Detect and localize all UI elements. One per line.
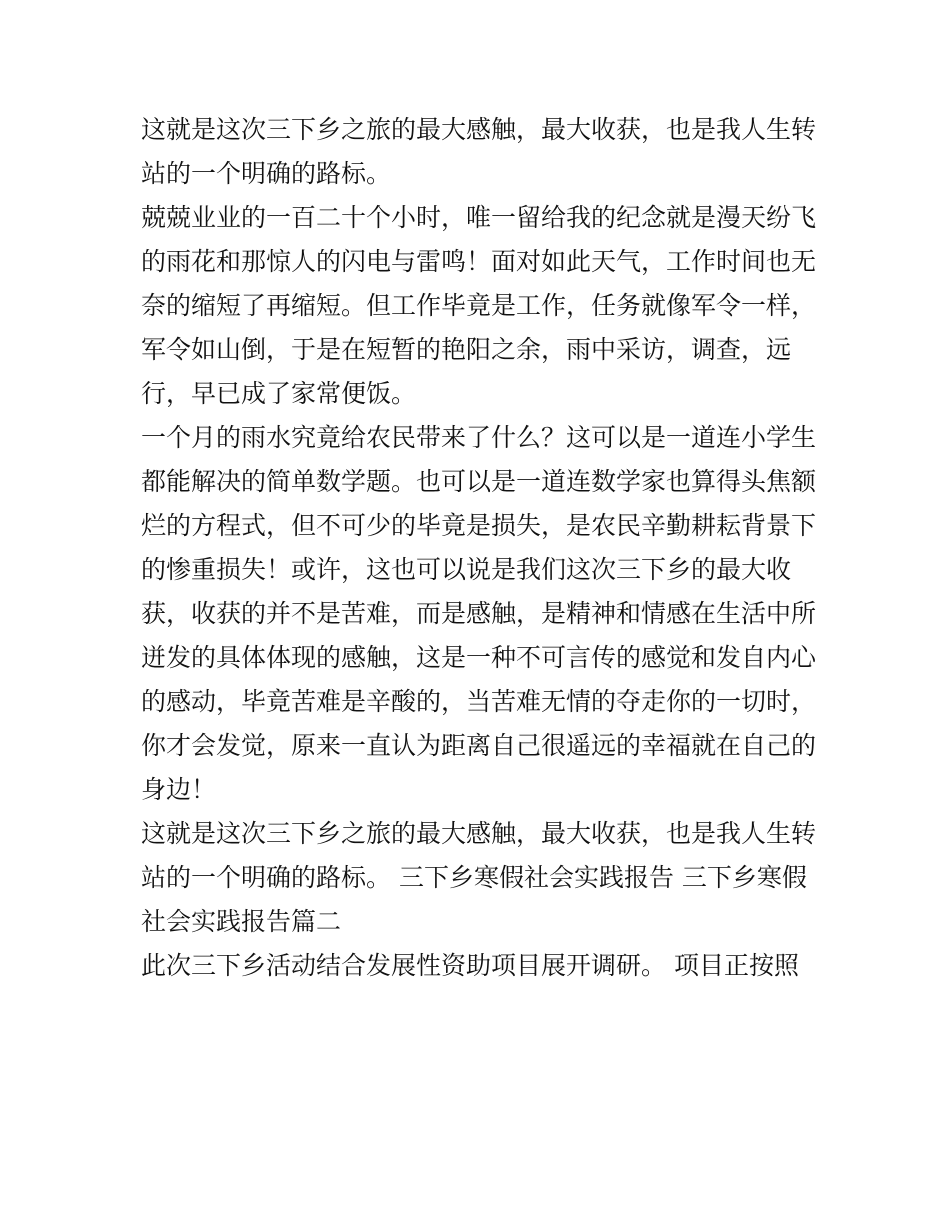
body-text bbox=[141, 108, 821, 988]
text-line: 站的一个明确的路标。 bbox=[141, 159, 392, 188]
text-line: 迸发的具体体现的感触，这是一种不可言传的感觉和发自内心 bbox=[141, 643, 817, 672]
text-line: 这就是这次三下乡之旅的最大感触，最大收获，也是我人生转 bbox=[141, 819, 817, 848]
text-line: 兢兢业业的一百二十个小时，唯一留给我的纪念就是漫天纷飞 bbox=[141, 203, 817, 232]
text-line: 你才会发觉，原来一直认为距离自己很遥远的幸福就在自己的 bbox=[141, 731, 817, 760]
text-line: 这就是这次三下乡之旅的最大感触，最大收获，也是我人生转 bbox=[141, 115, 817, 144]
text-line: 的雨花和那惊人的闪电与雷鸣！面对如此天气，工作时间也无 bbox=[141, 247, 817, 276]
text-line: 站的一个明确的路标。 三下乡寒假社会实践报告 三下乡寒假 bbox=[141, 863, 807, 892]
text-line: 社会实践报告篇二 bbox=[141, 907, 342, 936]
text-line: 军令如山倒，于是在短暂的艳阳之余，雨中采访，调查，远 bbox=[141, 335, 792, 364]
text-line: 烂的方程式，但不可少的毕竟是损失，是农民辛勤耕耘背景下 bbox=[141, 511, 817, 540]
text-line: 一个月的雨水究竟给农民带来了什么？这可以是一道连小学生 bbox=[141, 423, 817, 452]
text-line: 的惨重损失！或许，这也可以说是我们这次三下乡的最大收 bbox=[141, 555, 792, 584]
text-line: 奈的缩短了再缩短。但工作毕竟是工作，任务就像军令一样， bbox=[141, 291, 817, 320]
text-line: 的感动，毕竟苦难是辛酸的，当苦难无情的夺走你的一切时， bbox=[141, 687, 817, 716]
text-line: 此次三下乡活动结合发展性资助项目展开调研。 项目正按照 bbox=[141, 951, 799, 980]
text-line: 身边！ bbox=[141, 775, 217, 804]
text-line: 获，收获的并不是苦难，而是感触，是精神和情感在生活中所 bbox=[141, 599, 817, 628]
text-line: 行，早已成了家常便饭。 bbox=[141, 379, 417, 408]
text-line: 都能解决的简单数学题。也可以是一道连数学家也算得头焦额 bbox=[141, 467, 817, 496]
